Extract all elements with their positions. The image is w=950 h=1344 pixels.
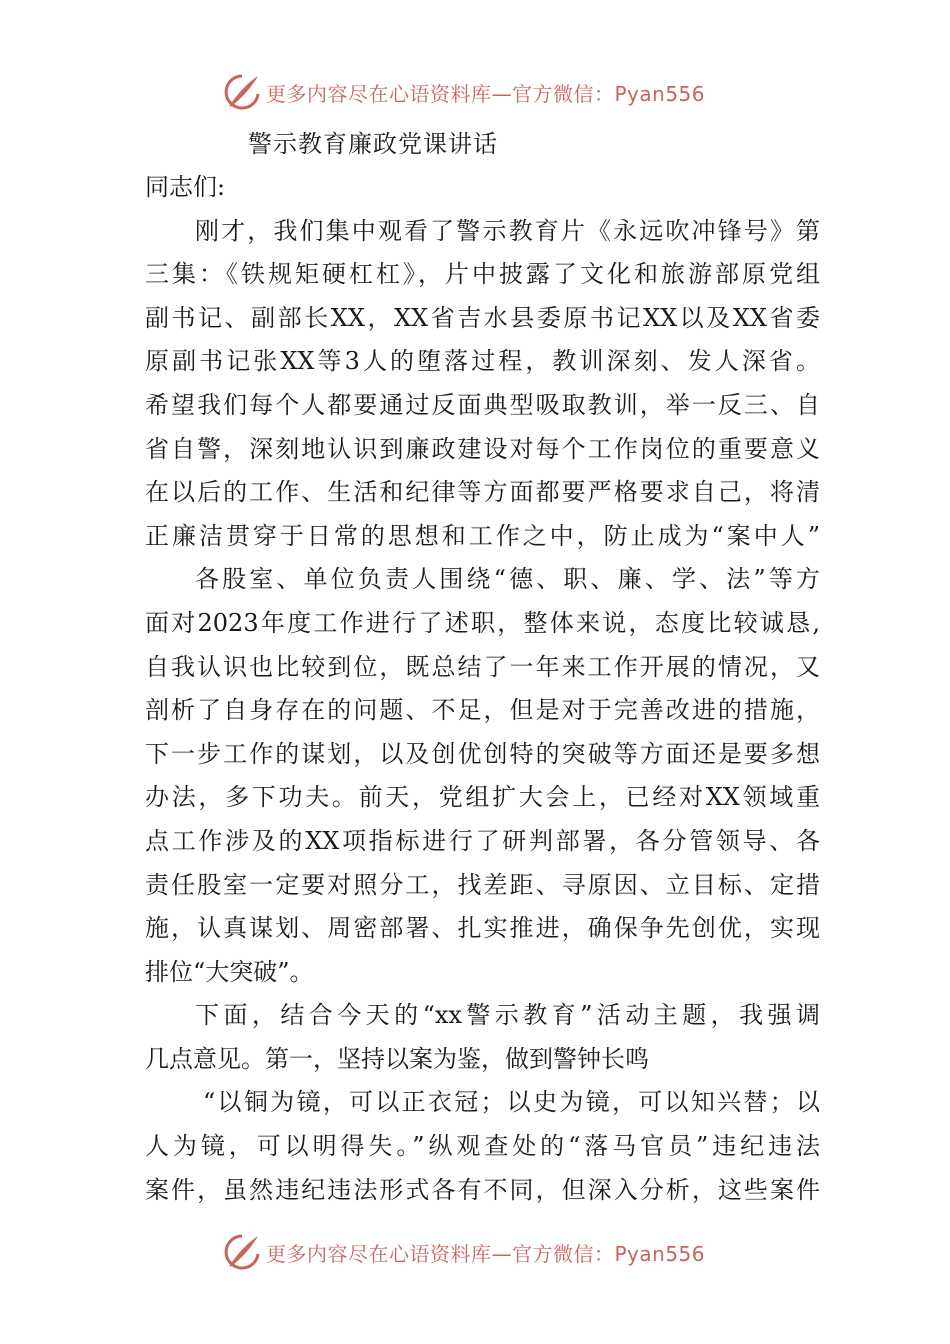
paragraph-line: 在以后的工作、生活和纪律等方面都要严格要求自己，将清 — [145, 478, 820, 507]
quill-logo-icon — [222, 72, 262, 112]
watermark-text: 更多内容尽在心语资料库—官方微信：Pyan556 — [266, 81, 706, 106]
watermark-text: 更多内容尽在心语资料库—官方微信：Pyan556 — [266, 1241, 706, 1266]
paragraph-line: 案件，虽然违纪违法形式各有不同，但深入分析，这些案件 — [145, 1175, 820, 1204]
paragraph-line: 自我认识也比较到位，既总结了一年来工作开展的情况，又 — [145, 652, 820, 681]
watermark-banner-top — [222, 72, 705, 112]
paragraph-line: 办法，多下功夫。前天，党组扩大会上，已经对XX领域重 — [145, 783, 820, 812]
paragraph-line: “以铜为镜，可以正衣冠；以史为镜，可以知兴替；以 — [203, 1088, 820, 1117]
paragraph-line: 下一步工作的谋划，以及创优创特的突破等方面还是要多想 — [145, 739, 820, 768]
paragraph-line: 希望我们每个人都要通过反面典型吸取教训，举一反三、自 — [145, 390, 820, 419]
paragraph-line: 几点意见。第一，坚持以案为鉴，做到警钟长鸣 — [145, 1044, 649, 1073]
watermark-banner-bottom — [222, 1232, 705, 1272]
paragraph-line: 正廉洁贯穿于日常的思想和工作之中，防止成为“案中人” — [145, 521, 820, 550]
paragraph-line: 面对2023年度工作进行了述职，整体来说，态度比较诚恳, — [145, 608, 820, 637]
paragraph-line: 副书记、副部长XX，XX省吉水县委原书记XX以及XX省委 — [145, 303, 820, 332]
quill-logo-icon — [222, 1232, 262, 1272]
paragraph-line: 剖析了自身存在的问题、不足，但是对于完善改进的措施， — [145, 696, 820, 725]
salutation: 同志们: — [145, 173, 226, 201]
paragraph-line: 人为镜，可以明得失。”纵观查处的“落马官员”违纪违法 — [145, 1132, 820, 1161]
paragraph-line: 省自警，深刻地认识到廉政建设对每个工作岗位的重要意义 — [145, 434, 820, 463]
paragraph-line: 三集：《铁规矩硬杠杠》，片中披露了文化和旅游部原党组 — [145, 260, 820, 289]
document-title: 警示教育廉政党课讲话 — [248, 130, 498, 158]
paragraph-line: 刚才，我们集中观看了警示教育片《永远吹冲锋号》第 — [195, 216, 820, 245]
paragraph-line: 责任股室一定要对照分工，找差距、寻原因、立目标、定措 — [145, 870, 820, 899]
paragraph-line: 下面，结合今天的“xx警示教育”活动主题，我强调 — [195, 1001, 820, 1030]
paragraph-line: 原副书记张XX等3人的堕落过程，教训深刻、发人深省。 — [145, 347, 820, 376]
document-body — [145, 166, 820, 1212]
paragraph-line: 施，认真谋划、周密部署、扎实推进，确保争先创优，实现 — [145, 914, 820, 943]
paragraph-line: 排位“大突破”。 — [145, 957, 314, 986]
paragraph-line: 点工作涉及的XX项指标进行了研判部署，各分管领导、各 — [145, 826, 820, 855]
paragraph-line: 各股室、单位负责人围绕“德、职、廉、学、法”等方 — [195, 565, 820, 594]
